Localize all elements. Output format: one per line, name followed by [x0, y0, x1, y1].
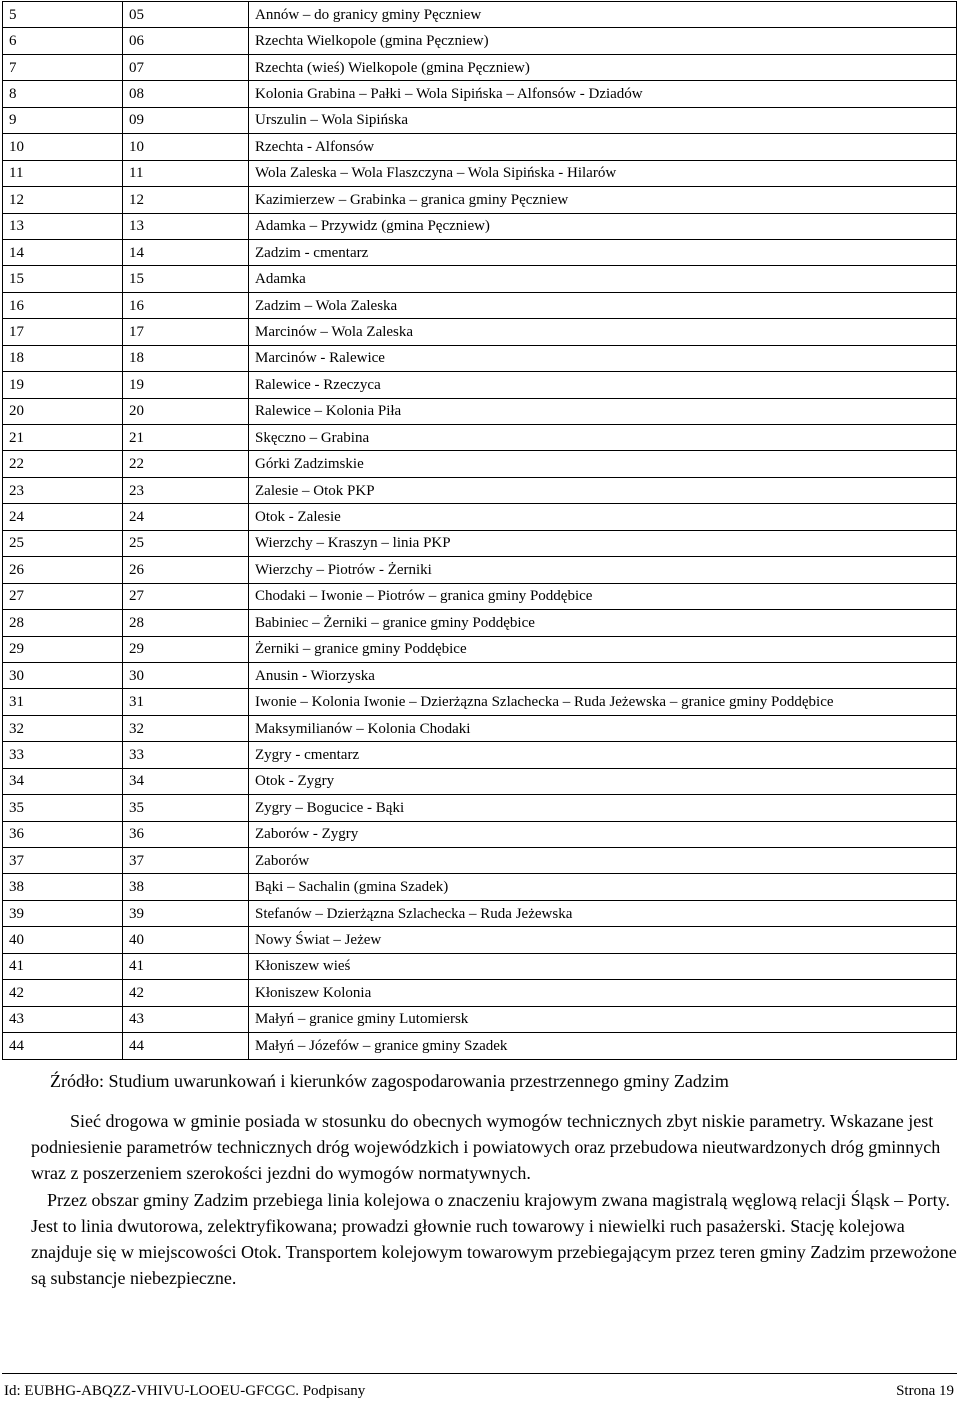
table-row: [3, 319, 957, 345]
road-number-cell: 42: [123, 980, 249, 1006]
table-row: [3, 636, 957, 662]
row-number-cell: 9: [3, 107, 123, 133]
row-number-cell: 33: [3, 742, 123, 768]
row-number-cell: 8: [3, 81, 123, 107]
row-number-cell: 30: [3, 662, 123, 688]
row-number-cell: 17: [3, 319, 123, 345]
road-route-cell: Maksymilianów – Kolonia Chodaki: [249, 715, 957, 741]
row-number-cell: 24: [3, 504, 123, 530]
road-number-cell: 11: [123, 160, 249, 186]
table-row: [3, 662, 957, 688]
row-number-cell: 37: [3, 848, 123, 874]
road-number-cell: 08: [123, 81, 249, 107]
road-route-cell: Małyń – Józefów – granice gminy Szadek: [249, 1033, 957, 1059]
road-number-cell: 41: [123, 953, 249, 979]
road-route-cell: Otok - Zalesie: [249, 504, 957, 530]
table-row: [3, 425, 957, 451]
table-row: [3, 187, 957, 213]
road-route-cell: Kłoniszew wieś: [249, 953, 957, 979]
row-number-cell: 34: [3, 768, 123, 794]
table-row: [3, 1033, 957, 1059]
road-number-cell: 40: [123, 927, 249, 953]
table-row: [3, 583, 957, 609]
table-row: [3, 345, 957, 371]
row-number-cell: 25: [3, 530, 123, 556]
table-row: [3, 134, 957, 160]
row-number-cell: 44: [3, 1033, 123, 1059]
row-number-cell: 5: [3, 2, 123, 28]
road-route-cell: Marcinów - Ralewice: [249, 345, 957, 371]
road-number-cell: 24: [123, 504, 249, 530]
road-route-cell: Bąki – Sachalin (gmina Szadek): [249, 874, 957, 900]
row-number-cell: 6: [3, 28, 123, 54]
road-route-cell: Wola Zaleska – Wola Flaszczyna – Wola Sipińska - Hilarów: [249, 160, 957, 186]
row-number-cell: 42: [3, 980, 123, 1006]
roads-table: [2, 1, 957, 1060]
road-route-cell: Nowy Świat – Jeżew: [249, 927, 957, 953]
road-number-cell: 37: [123, 848, 249, 874]
row-number-cell: 27: [3, 583, 123, 609]
road-number-cell: 33: [123, 742, 249, 768]
row-number-cell: 32: [3, 715, 123, 741]
row-number-cell: 43: [3, 1006, 123, 1032]
table-row: [3, 372, 957, 398]
road-route-cell: Adamka: [249, 266, 957, 292]
row-number-cell: 20: [3, 398, 123, 424]
table-row: [3, 768, 957, 794]
table-row: [3, 160, 957, 186]
road-number-cell: 38: [123, 874, 249, 900]
road-number-cell: 32: [123, 715, 249, 741]
row-number-cell: 35: [3, 795, 123, 821]
road-route-cell: Żerniki – granice gminy Poddębice: [249, 636, 957, 662]
paragraph-road-network: Sieć drogowa w gminie posiada w stosunku do obecnych wymogów technicznych zbyt niskie parametry. Wskazane jest podniesienie parametrów technicznych dróg wojewódzkich i powiatowych oraz przebudowa nieutwardzonych dróg gminnych wraz z poszerzeniem szerokości jezdni do wymogów normatywnych.: [31, 1111, 941, 1184]
road-number-cell: 36: [123, 821, 249, 847]
road-route-cell: Zaborów - Zygry: [249, 821, 957, 847]
table-row: [3, 953, 957, 979]
road-number-cell: 15: [123, 266, 249, 292]
road-route-cell: Zygry - cmentarz: [249, 742, 957, 768]
road-number-cell: 23: [123, 477, 249, 503]
road-route-cell: Zaborów: [249, 848, 957, 874]
road-number-cell: 28: [123, 610, 249, 636]
row-number-cell: 26: [3, 557, 123, 583]
footer-document-id: Id: EUBHG-ABQZZ-VHIVU-LOOEU-GFCGC. Podpisany: [4, 1383, 366, 1399]
road-number-cell: 25: [123, 530, 249, 556]
table-row: [3, 874, 957, 900]
road-number-cell: 27: [123, 583, 249, 609]
row-number-cell: 31: [3, 689, 123, 715]
road-number-cell: 34: [123, 768, 249, 794]
table-row: [3, 292, 957, 318]
table-row: [3, 1006, 957, 1032]
road-number-cell: 44: [123, 1033, 249, 1059]
road-number-cell: 20: [123, 398, 249, 424]
road-number-cell: 19: [123, 372, 249, 398]
road-route-cell: Iwonie – Kolonia Iwonie – Dzierżązna Szlachecka – Ruda Jeżewska – granice gminy Poddębice: [249, 689, 957, 715]
road-route-cell: Kolonia Grabina – Pałki – Wola Sipińska – Alfonsów - Dziadów: [249, 81, 957, 107]
road-route-cell: Wierzchy – Piotrów - Żerniki: [249, 557, 957, 583]
row-number-cell: 39: [3, 900, 123, 926]
road-route-cell: Chodaki – Iwonie – Piotrów – granica gminy Poddębice: [249, 583, 957, 609]
row-number-cell: 14: [3, 239, 123, 265]
road-route-cell: Anusin - Wiorzyska: [249, 662, 957, 688]
table-row: [3, 398, 957, 424]
row-number-cell: 15: [3, 266, 123, 292]
road-route-cell: Rzechta (wieś) Wielkopole (gmina Pęczniew): [249, 54, 957, 80]
row-number-cell: 7: [3, 54, 123, 80]
road-number-cell: 17: [123, 319, 249, 345]
table-row: [3, 28, 957, 54]
road-route-cell: Zygry – Bogucice - Bąki: [249, 795, 957, 821]
table-row: [3, 451, 957, 477]
road-number-cell: 07: [123, 54, 249, 80]
table-row: [3, 477, 957, 503]
road-number-cell: 10: [123, 134, 249, 160]
road-route-cell: Otok - Zygry: [249, 768, 957, 794]
table-row: [3, 557, 957, 583]
road-route-cell: Rzechta Wielkopole (gmina Pęczniew): [249, 28, 957, 54]
road-number-cell: 22: [123, 451, 249, 477]
table-row: [3, 213, 957, 239]
paragraph-railway: Przez obszar gminy Zadzim przebiega linia kolejowa o znaczeniu krajowym zwana magistralą węglową relacji Śląsk – Porty. Jest to linia dwutorowa, zelektryfikowana; prowadzi głownie ruch towarowy i niewielki ruch pasażerski. Stację kolejowa znajduje się w miejscowości Otok. Transportem kolejowym towarowym przebiegającym przez teren gminy Zadzim przewożone są substancje niebezpieczne.: [31, 1189, 957, 1289]
road-route-cell: Zadzim - cmentarz: [249, 239, 957, 265]
row-number-cell: 38: [3, 874, 123, 900]
road-route-cell: Kazimierzew – Grabinka – granica gminy Pęczniew: [249, 187, 957, 213]
table-row: [3, 504, 957, 530]
row-number-cell: 16: [3, 292, 123, 318]
road-route-cell: Zadzim – Wola Zaleska: [249, 292, 957, 318]
row-number-cell: 18: [3, 345, 123, 371]
table-row: [3, 900, 957, 926]
road-number-cell: 30: [123, 662, 249, 688]
road-number-cell: 35: [123, 795, 249, 821]
road-route-cell: Skęczno – Grabina: [249, 425, 957, 451]
road-route-cell: Wierzchy – Kraszyn – linia PKP: [249, 530, 957, 556]
road-number-cell: 18: [123, 345, 249, 371]
row-number-cell: 41: [3, 953, 123, 979]
table-row: [3, 266, 957, 292]
body-text: [31, 1108, 960, 1291]
table-row: [3, 980, 957, 1006]
table-source-note: Źródło: Studium uwarunkowań i kierunków zagospodarowania przestrzennego gminy Zadzim: [50, 1071, 729, 1091]
row-number-cell: 36: [3, 821, 123, 847]
road-route-cell: Stefanów – Dzierżązna Szlachecka – Ruda Jeżewska: [249, 900, 957, 926]
road-route-cell: Marcinów – Wola Zaleska: [249, 319, 957, 345]
table-row: [3, 715, 957, 741]
road-number-cell: 26: [123, 557, 249, 583]
road-route-cell: Annów – do granicy gminy Pęczniew: [249, 2, 957, 28]
table-row: [3, 2, 957, 28]
road-number-cell: 05: [123, 2, 249, 28]
table-row: [3, 927, 957, 953]
row-number-cell: 13: [3, 213, 123, 239]
table-row: [3, 107, 957, 133]
table-row: [3, 239, 957, 265]
table-row: [3, 821, 957, 847]
road-number-cell: 29: [123, 636, 249, 662]
road-number-cell: 09: [123, 107, 249, 133]
road-number-cell: 39: [123, 900, 249, 926]
table-row: [3, 54, 957, 80]
table-row: [3, 848, 957, 874]
road-route-cell: Urszulin – Wola Sipińska: [249, 107, 957, 133]
road-number-cell: 06: [123, 28, 249, 54]
road-number-cell: 12: [123, 187, 249, 213]
road-route-cell: Ralewice - Rzeczyca: [249, 372, 957, 398]
road-route-cell: Rzechta - Alfonsów: [249, 134, 957, 160]
row-number-cell: 22: [3, 451, 123, 477]
row-number-cell: 10: [3, 134, 123, 160]
table-row: [3, 81, 957, 107]
road-route-cell: Górki Zadzimskie: [249, 451, 957, 477]
road-number-cell: 13: [123, 213, 249, 239]
table-row: [3, 610, 957, 636]
roads-table-body: [3, 2, 957, 1060]
footer-divider: [2, 1373, 957, 1374]
road-route-cell: Zalesie – Otok PKP: [249, 477, 957, 503]
row-number-cell: 29: [3, 636, 123, 662]
road-route-cell: Ralewice – Kolonia Piła: [249, 398, 957, 424]
road-route-cell: Kłoniszew Kolonia: [249, 980, 957, 1006]
table-row: [3, 795, 957, 821]
row-number-cell: 23: [3, 477, 123, 503]
road-number-cell: 14: [123, 239, 249, 265]
road-number-cell: 31: [123, 689, 249, 715]
road-number-cell: 16: [123, 292, 249, 318]
road-number-cell: 21: [123, 425, 249, 451]
footer-page-number: Strona 19: [896, 1383, 954, 1399]
row-number-cell: 21: [3, 425, 123, 451]
table-row: [3, 689, 957, 715]
road-route-cell: Adamka – Przywidz (gmina Pęczniew): [249, 213, 957, 239]
row-number-cell: 40: [3, 927, 123, 953]
row-number-cell: 19: [3, 372, 123, 398]
row-number-cell: 28: [3, 610, 123, 636]
road-route-cell: Babiniec – Żerniki – granice gminy Poddębice: [249, 610, 957, 636]
row-number-cell: 12: [3, 187, 123, 213]
table-row: [3, 742, 957, 768]
road-route-cell: Małyń – granice gminy Lutomiersk: [249, 1006, 957, 1032]
road-number-cell: 43: [123, 1006, 249, 1032]
table-row: [3, 530, 957, 556]
row-number-cell: 11: [3, 160, 123, 186]
